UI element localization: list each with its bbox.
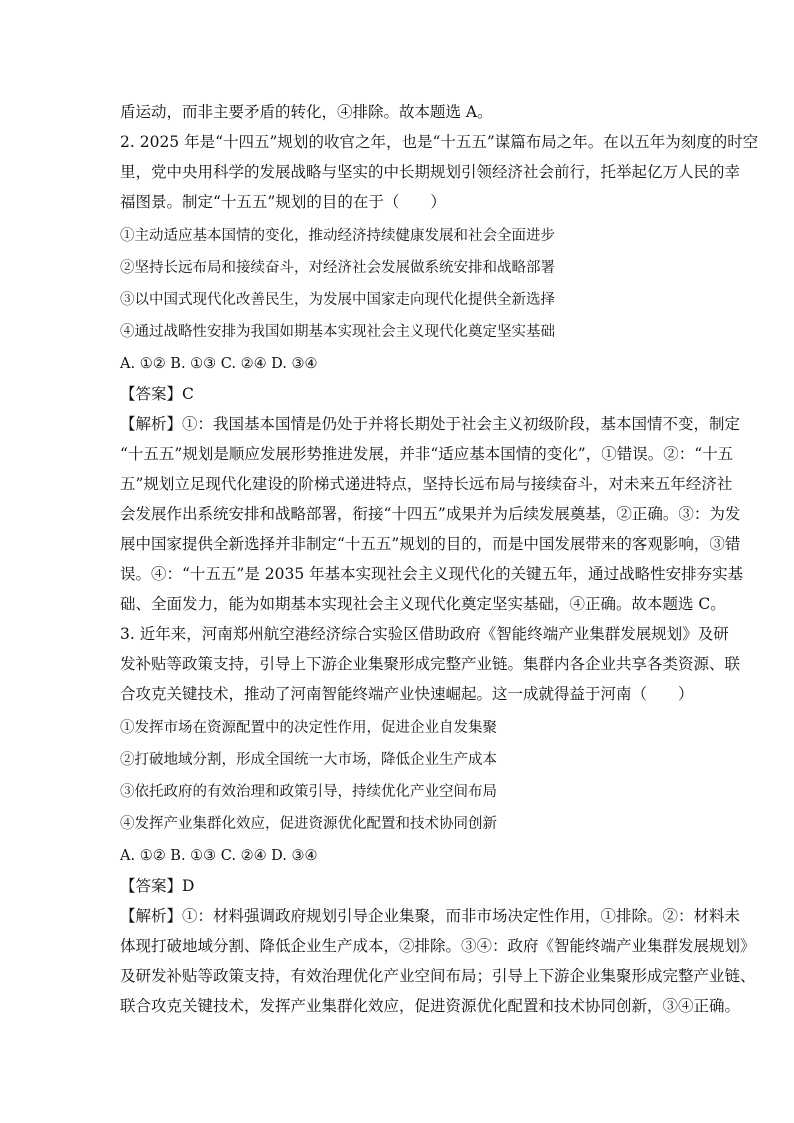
answer-choices: A. ①② B. ①③ C. ②④ D. ③④ [120, 848, 318, 864]
option-item: ③以中国式现代化改善民生，为发展中国家走向现代化提供全新选择 [120, 292, 555, 308]
question-3-stem: 3. 近年来，河南郑州航空港经济综合实验区借助政府《智能终端产业集群发展规划》及研 [120, 625, 729, 643]
analysis-text: 【解析】①：我国基本国情是仍处于并将长期处于社会主义初级阶段，基本国情不变，制定 [120, 415, 741, 433]
question-3-stem: 合攻克关键技术，推动了河南智能终端产业快速崛起。这一成就得益于河南（ ） [120, 685, 694, 703]
option-item: ①发挥市场在资源配置中的决定性作用，促进企业自发集聚 [120, 720, 497, 736]
analysis-text: 误。④：“十五五”是 2035 年基本实现社会主义现代化的关键五年，通过战略性安排夯实基 [120, 565, 744, 583]
analysis-text: 展中国家提供全新选择并非制定“十五五”规划的目的，而是中国发展带来的客观影响，③错 [120, 535, 741, 553]
analysis-text: 【解析】①：材料强调政府规划引导企业集聚，而非市场决定性作用，①排除。②：材料未 [120, 907, 741, 925]
option-item: ④发挥产业集群化效应，促进资源优化配置和技术协同创新 [120, 816, 497, 832]
analysis-text: 及研发补贴等政策支持，有效治理优化产业空间布局；引导上下游企业集聚形成完整产业链、 [120, 967, 756, 985]
analysis-text: 础、全面发力，能为如期基本实现社会主义现代化奠定坚实基础，④正确。故本题选 C。 [120, 595, 726, 613]
analysis-text: “十五五”规划是顺应发展形势推进发展，并非“适应基本国情的变化”，①错误。②：“十五 [120, 445, 734, 463]
question-2-stem: 福图景。制定“十五五”规划的目的在于（ ） [120, 193, 446, 211]
analysis-text: 体现打破地域分割、降低企业生产成本，②排除。③④：政府《智能终端产业集群发展规划》 [120, 937, 756, 955]
analysis-text: 会发展作出系统安排和战略部署，衔接“十四五”成果并为后续发展奠基，②正确。③：为发 [120, 505, 741, 523]
option-item: ③依托政府的有效治理和政策引导，持续优化产业空间布局 [120, 784, 497, 800]
option-item: ②坚持长远布局和接续奋斗，对经济社会发展做系统安排和战略部署 [120, 260, 555, 276]
answer-label: 【答案】C [120, 385, 194, 403]
text-line: 盾运动，而非主要矛盾的转化，④排除。故本题选 A。 [120, 103, 493, 121]
answer-choices: A. ①② B. ①③ C. ②④ D. ③④ [120, 356, 318, 372]
option-item: ①主动适应基本国情的变化，推动经济持续健康发展和社会全面进步 [120, 228, 555, 244]
question-2-stem: 里，党中央用科学的发展战略与坚实的中长期规划引领经济社会前行，托举起亿万人民的幸 [120, 163, 741, 181]
answer-label: 【答案】D [120, 877, 195, 895]
question-2-stem: 2. 2025 年是“十四五”规划的收官之年，也是“十五五”谋篇布局之年。在以五年为刻度的时空 [120, 133, 759, 151]
option-item: ④通过战略性安排为我国如期基本实现社会主义现代化奠定坚实基础 [120, 324, 555, 340]
analysis-text: 联合攻克关键技术，发挥产业集群化效应，促进资源优化配置和技术协同创新，③④正确。 [120, 997, 741, 1015]
question-3-stem: 发补贴等政策支持，引导上下游企业集聚形成完整产业链。集群内各企业共享各类资源、联 [120, 655, 741, 673]
analysis-text: 五”规划立足现代化建设的阶梯式递进特点，坚持长远布局与接续奋斗，对未来五年经济社 [120, 475, 733, 493]
option-item: ②打破地域分割，形成全国统一大市场，降低企业生产成本 [120, 752, 497, 768]
